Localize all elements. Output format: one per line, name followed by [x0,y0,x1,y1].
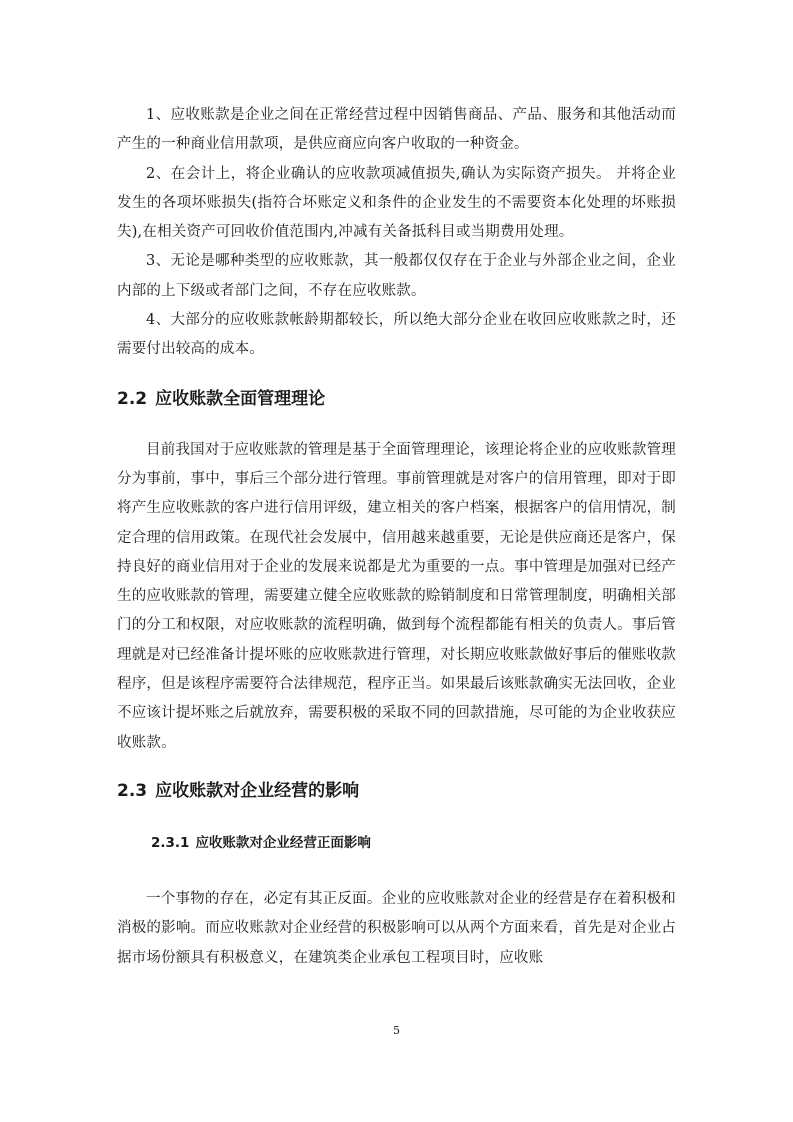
page-number: 5 [393,1024,400,1037]
paragraph-feature-1: 1、应收账款是企业之间在正常经营过程中因销售商品、产品、服务和其他活动而产生的一种商业信用款项，是供应商应向客户收取的一种资金。 [117,107,676,153]
paragraph-section-2-2: 目前我国对于应收账款的管理是基于全面管理理论，该理论将企业的应收账款管理分为事前，事中，事后三个部分进行管理。事前管理就是对客户的信用管理，即对于即将产生应收账款的客户进行信用评级，建立相关的客户档案，根据客户的信用情况，制定合理的信用政策。在现代社会发展中，信用越来越重要，无论是供应商还是客户，保持良好的商业信用对于企业的发展来说都是尤为重要的一点。事中管理是加强对已经产生的应收账款的管理，需要建立健全应收账款的赊销制度和日常管理制度，明确相关部门的分工和权限，对应收账款的流程明确，做到每个流程都能有相关的负责人。事后管理就是对已经准备计提坏账的应收账款进行管理，对长期应收账款做好事后的催账收款程序，但是该程序需要符合法律规范，程序正当。如果最后该账款确实无法回收，企业不应该计提坏账之后就放弃，需要积极的采取不同的回款措施，尽可能的为企业收获应收账款。 [117,441,676,751]
paragraph-section-2-3-1: 一个事物的存在，必定有其正反面。企业的应收账款对企业的经营是存在着积极和消极的影响。而应收账款对企业经营的积极影响可以从两个方面来看，首先是对企业占据市场份额具有积极意义，在建筑类企业承包工程项目时，应收账 [117,890,676,966]
paragraph-feature-4: 4、大部分的应收账款帐龄期都较长，所以绝大部分企业在收回应收账款之时，还需要付出较高的成本。 [117,312,676,358]
heading-title: 应收账款全面管理理论 [155,388,326,409]
heading-title: 应收账款对企业经营正面影响 [195,834,371,851]
heading-section-2-3 [117,779,676,803]
heading-number: 2.2 [117,388,148,409]
paragraph-feature-3: 3、无论是哪种类型的应收账款，其一般都仅仅存在于企业与外部企业之间，企业内部的上下级或者部门之间，不存在应收账款。 [117,253,676,299]
page-content [117,101,676,973]
paragraph-feature-2: 2、在会计上，将企业确认的应收款项减值损失,确认为实际资产损失。 并将企业发生的各项坏账损失(指符合坏账定义和条件的企业发生的不需要资本化处理的坏账损失),在相关资产可回收价值范围内,冲减有关备抵科目或当期费用处理。 [117,165,676,241]
heading-title: 应收账款对企业经营的影响 [155,780,360,801]
heading-number: 2.3.1 [151,834,190,851]
heading-number: 2.3 [117,780,148,801]
heading-section-2-2 [117,387,676,411]
heading-section-2-3-1 [117,833,676,853]
